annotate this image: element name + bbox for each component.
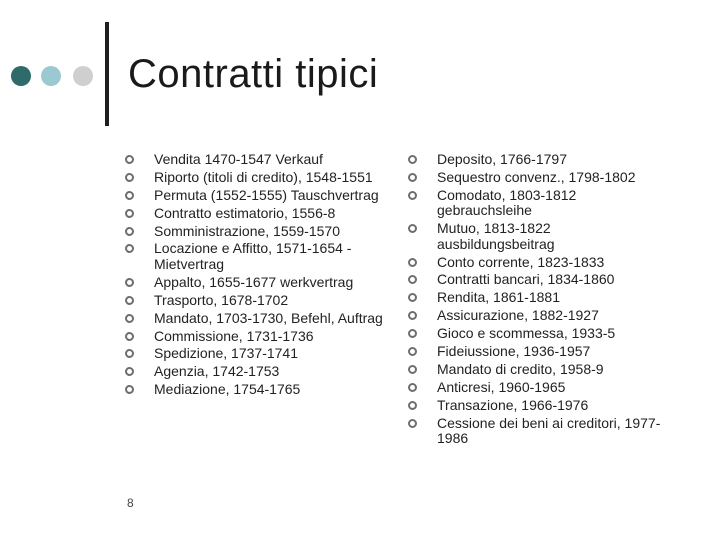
list-item-text: Appalto, 1655-1677 werkvertrag [154, 273, 354, 290]
dot-grey-icon [73, 66, 93, 86]
list-item-text: Deposito, 1766-1797 [437, 151, 567, 167]
decorative-dots [11, 66, 97, 86]
list-item [125, 346, 387, 362]
bullet-icon [408, 173, 417, 182]
list-item [125, 311, 387, 327]
list-item [408, 221, 670, 252]
bullet-icon [125, 385, 134, 394]
bullet-icon [408, 329, 417, 338]
list-item [408, 170, 670, 186]
list-item-text: Somministrazione, 1559-1570 [154, 222, 340, 239]
bullet-icon [408, 383, 417, 392]
bullet-icon [125, 173, 134, 182]
list-item [408, 188, 670, 219]
bullet-icon [125, 332, 134, 341]
bullet-icon [125, 367, 134, 376]
bullet-icon [408, 293, 417, 302]
list-item-text: Permuta (1552-1555) Tauschvertrag [154, 186, 379, 203]
list-item-text: Vendita 1470-1547 Verkauf [154, 151, 323, 167]
bullet-icon [408, 191, 417, 200]
list-item [408, 326, 670, 342]
right-column-list [408, 152, 670, 449]
list-item-text: Contratti bancari, 1834-1860 [437, 271, 615, 288]
dot-light-blue-icon [41, 66, 61, 86]
slide-title: Contratti tipici [128, 52, 379, 96]
bullet-icon [125, 227, 134, 236]
dot-dark-icon [11, 66, 31, 86]
page-number: 8 [127, 496, 134, 510]
list-item-text: Mutuo, 1813-1822 ausbildungsbeitrag [437, 220, 555, 252]
list-item-text: Comodato, 1803-1812 gebrauchsleihe [437, 186, 577, 219]
bullet-icon [408, 347, 417, 356]
list-item-text: Fideiussione, 1936-1957 [437, 343, 591, 360]
list-item [408, 290, 670, 306]
list-item [125, 275, 387, 291]
bullet-icon [125, 209, 134, 218]
bullet-icon [125, 244, 134, 253]
bullet-icon [408, 311, 417, 320]
list-item-text: Contratto estimatorio, 1556-8 [154, 204, 336, 221]
list-item [125, 382, 387, 398]
list-item-text: Mandato di credito, 1958-9 [437, 360, 604, 377]
list-item [125, 188, 387, 204]
list-item [125, 152, 387, 168]
list-item-text: Anticresi, 1960-1965 [437, 378, 566, 395]
list-item [408, 416, 670, 447]
list-item [408, 272, 670, 288]
bullet-icon [125, 278, 134, 287]
list-item [408, 308, 670, 324]
list-item-text: Transazione, 1966-1976 [437, 396, 589, 413]
bullet-icon [125, 314, 134, 323]
list-item-text: Assicurazione, 1882-1927 [437, 307, 599, 324]
list-item-text: Agenzia, 1742-1753 [154, 363, 280, 380]
list-item [408, 152, 670, 168]
bullet-icon [125, 155, 134, 164]
bullet-icon [408, 275, 417, 284]
list-item-text: Riporto (titoli di credito), 1548-1551 [154, 168, 373, 185]
list-item [125, 224, 387, 240]
bullet-icon [125, 349, 134, 358]
list-item [408, 398, 670, 414]
list-item [125, 364, 387, 380]
list-item-text: Sequestro convenz., 1798-1802 [437, 168, 636, 185]
list-item [408, 362, 670, 378]
list-item [125, 170, 387, 186]
list-item-text: Spedizione, 1737-1741 [154, 345, 299, 362]
list-item-text: Gioco e scommessa, 1933-5 [437, 325, 616, 342]
list-item [125, 293, 387, 309]
left-column-list [125, 152, 387, 400]
bullet-icon [125, 191, 134, 200]
bullet-icon [125, 296, 134, 305]
title-divider [105, 22, 109, 126]
list-item-text: Cessione dei beni ai creditori, 1977-1986 [437, 414, 661, 447]
list-item-text: Mandato, 1703-1730, Befehl, Auftrag [154, 309, 383, 326]
bullet-icon [408, 419, 417, 428]
bullet-icon [408, 258, 417, 267]
bullet-icon [408, 365, 417, 374]
list-item [125, 206, 387, 222]
list-item-text: Conto corrente, 1823-1833 [437, 253, 605, 270]
list-item [125, 241, 387, 272]
bullet-icon [408, 224, 417, 233]
list-item-text: Trasporto, 1678-1702 [154, 291, 289, 308]
list-item [408, 380, 670, 396]
list-item-text: Locazione e Affitto, 1571-1654 - Mietvertrag [154, 240, 352, 272]
bullet-icon [408, 401, 417, 410]
list-item [408, 344, 670, 360]
list-item-text: Mediazione, 1754-1765 [154, 381, 301, 398]
list-item [125, 329, 387, 345]
list-item-text: Rendita, 1861-1881 [437, 289, 560, 306]
list-item [408, 255, 670, 271]
bullet-icon [408, 155, 417, 164]
list-item-text: Commissione, 1731-1736 [154, 327, 314, 344]
